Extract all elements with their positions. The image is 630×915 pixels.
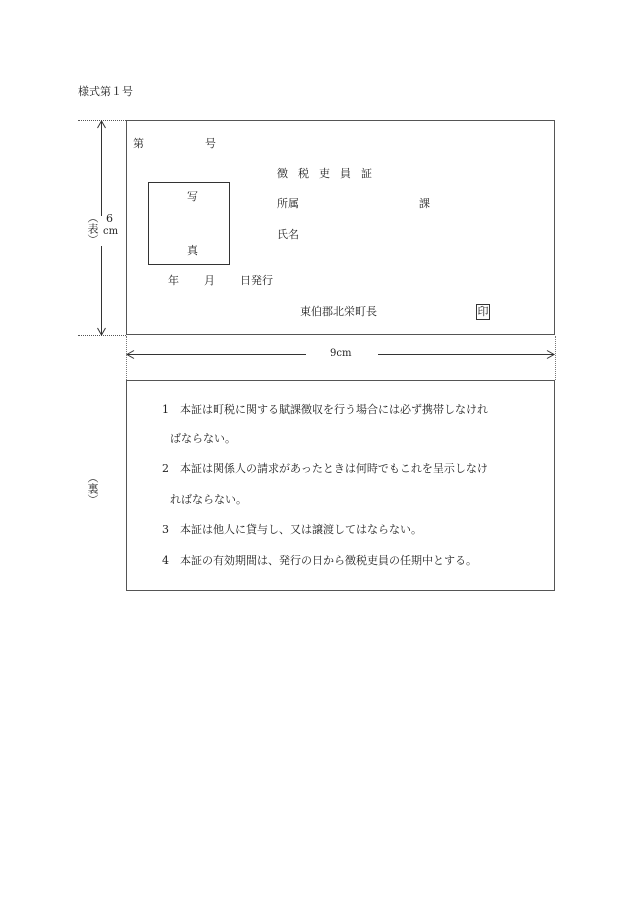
rule-2-text: 本証は関係人の請求があったときは何時でもこれを呈示しなけ [180, 462, 488, 475]
seal-stamp: 印 [477, 305, 489, 318]
photo-label-top: 写 [187, 190, 198, 203]
issue-day: 日発行 [240, 274, 273, 287]
rule-2-number: 2 [162, 462, 169, 475]
rule-3-text: 本証は他人に貸与し、又は譲渡してはならない。 [180, 523, 422, 536]
rule-1-text-continued: ばならない。 [170, 432, 236, 445]
issuer-name: 東伯郡北栄町長 [300, 305, 377, 318]
height-value: 6 [106, 212, 113, 225]
card-title: 徴税吏員証 [277, 167, 382, 180]
form-title: 様式第１号 [78, 85, 133, 98]
issue-year: 年 [168, 274, 179, 287]
rule-4-text: 本証の有効期間は、発行の日から徴税吏員の任期中とする。 [180, 554, 477, 567]
name-label: 氏名 [277, 228, 299, 241]
height-unit: cm [103, 226, 119, 237]
affiliation-label: 所属 [277, 197, 299, 210]
number-prefix: 第 [133, 137, 144, 150]
issue-month: 月 [204, 274, 215, 287]
rule-1-number: 1 [162, 403, 169, 416]
width-label: 9cm [330, 348, 352, 359]
rule-2-text-continued: ればならない。 [170, 493, 247, 506]
photo-label-bottom: 真 [187, 244, 198, 257]
section-suffix: 課 [419, 197, 430, 210]
front-side-label: （表） [86, 212, 99, 245]
back-side-label: （裏） [86, 472, 99, 505]
number-suffix: 号 [205, 137, 216, 150]
rule-4-number: 4 [162, 554, 169, 567]
rule-3-number: 3 [162, 523, 169, 536]
rule-1-text: 本証は町税に関する賦課徴収を行う場合には必ず携帯しなけれ [180, 403, 488, 416]
